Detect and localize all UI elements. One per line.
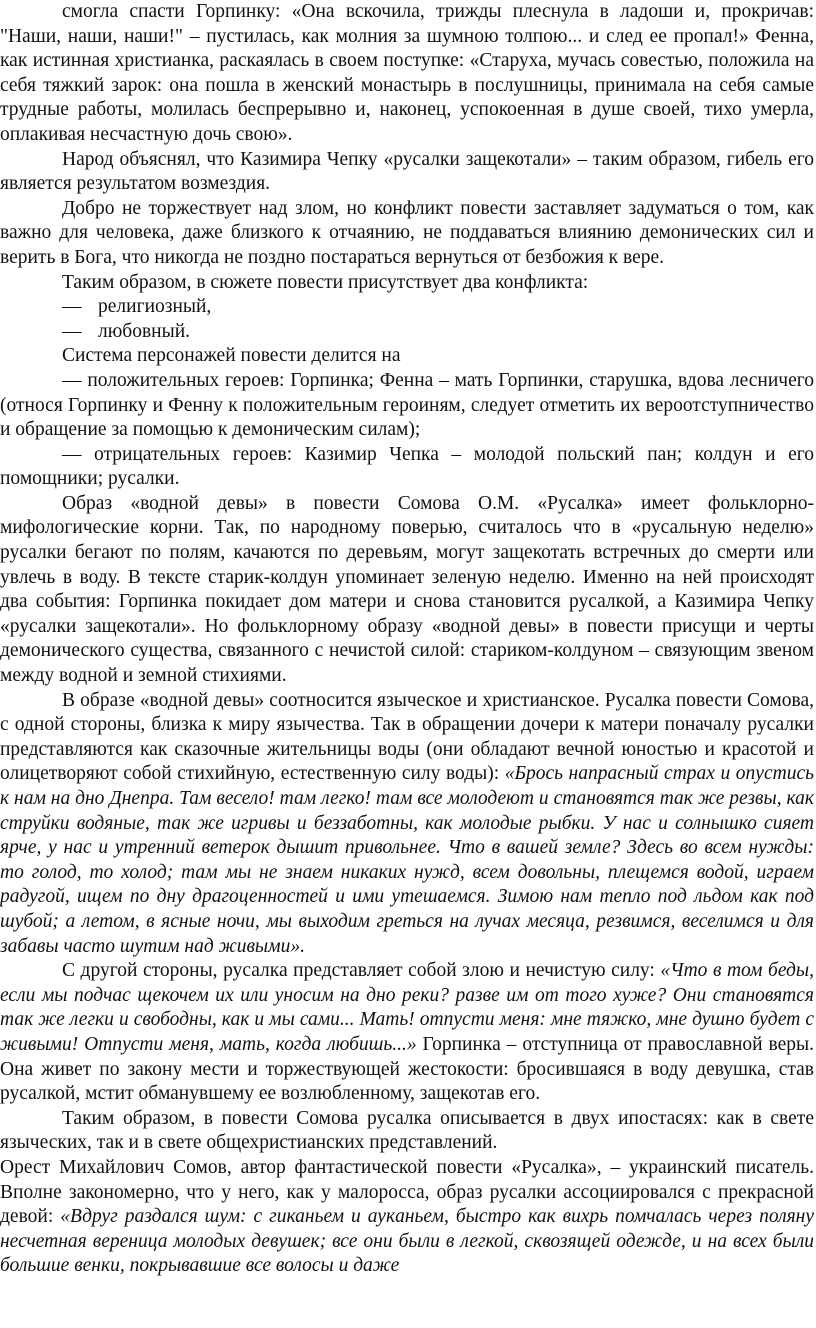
quote-italic: «Что в том беды, если мы подчас щекочем их или уносим на дно реки? разве им от того хуже? Они становятся так же легки и свободны, как и мы сами... Мать! отпусти меня: мне тяжко, мне душно будет с живыми! Отпусти меня, мать, когда любишь...» xyxy=(0,960,814,1055)
paragraph-2: Народ объяснял, что Казимира Чепку «русалки защекотали» – таким образом, гибель его является результатом возмездия. xyxy=(0,148,814,195)
paragraph-1: смогла спасти Горпинку: «Она вскочила, трижды плеснула в ладоши и, прокричав: "Наши, наши, наши!" – пустилась, как молния за шумною толпою... и след ее пропал!» Фенна, как истинная христианка, раскаялась в своем поступке: «Старуха, мучась совестью, положила на себя тяжкий зарок: она пошла в женский монастырь в послушницы, принимала на себя самые трудные работы, молилась беспрерывно и, наконец, успокоенная в душе своей, тихо умерла, оплакивая несчастную дочь свою». xyxy=(0,1,814,145)
paragraph-3: Добро не торжествует над злом, но конфликт повести заставляет задуматься о том, как важно для человека, даже близкого к отчаянию, не поддаваться влиянию демонических сил и верить в Бога, что никогда не поздно постараться вернуться от безбожия к вере. xyxy=(0,197,814,268)
paragraph-text: Орест Михайлович Сомов, автор фантастической повести «Русалка», – украинский писатель. Вполне закономерно, что у него, как у малоросса, образ русалки ассоциировался с прекрасной девой: xyxy=(0,1156,814,1228)
paragraph-author xyxy=(0,1156,814,1279)
paragraph-text: В образе «водной девы» соотносится языческое и христианское. Русалка повести Сомова, с одной стороны, близка к миру язычества. Так в обращении дочери к матери поначалу русалки представляются как сказочные жительницы воды (они обладают вечной юностью и красотой и олицетворяют собой стихийную, естественную силу воды): xyxy=(0,689,814,785)
dash-marker: ― xyxy=(62,296,82,318)
list-item-religious xyxy=(0,295,814,320)
list-item-text: любовный. xyxy=(98,320,191,342)
paragraph-negative-heroes: ― отрицательных героев: Казимир Чепка – молодой польский пан; колдун и его помощники; русалки. xyxy=(0,443,814,490)
quote-italic: «Брось напрасный страх и опустись к нам на дно Днепра. Там весело! там легко! там все молодеют и становятся так же резвы, как струйки водяные, так же игривы и беззаботны, как молодые рыбки. У нас и солнышко сияет ярче, у нас и утренний ветерок дышит привольнее. Что в вашей земле? Здесь во всем нужды: то голод, то холод; там мы не знаем никаких нужд, всем довольны, плещемся водой, играем радугой, ищем по дну драгоценностей и ими утешаемся. Зимою нам тепло под льдом как под шубой; а летом, в ясные ночи, мы выходим греться на лучах месяца, резвимся, веселимся и для забавы часто шутим над живыми». xyxy=(0,763,814,957)
paragraph-text: Горпинка – отступница от православной веры. Она живет по закону мести и торжествующей жестокости: бросившаяся в воду девушка, став русалкой, мстит обманувшему ее возлюбленному, защекотав его. xyxy=(0,1033,815,1105)
paragraph-4: Таким образом, в сюжете повести присутствует два конфликта: xyxy=(62,271,589,293)
list-item-text: религиозный, xyxy=(98,296,212,318)
paragraph-characters-intro: Система персонажей повести делится на xyxy=(62,345,401,367)
list-item-love xyxy=(0,320,814,345)
quote-italic: «Вдруг раздался шум: с гиканьем и аукaньем, быстро как вихрь помчалась через поляну несчетная вереница молодых девушек; все они были в легкой, сквозящей одежде, и на всех были большие венки, покрывавшие все волосы и даже xyxy=(0,1206,814,1277)
paragraph-pagan-christian xyxy=(0,689,814,960)
paragraph-water-maiden: Образ «водной девы» в повести Сомова О.М. «Русалка» имеет фольклорно-мифологические корни. Так, по народному поверью, считалось что в «русальную неделю» русалки бегают по полям, качаются по деревьям, могут защекотать встречных до смерти или увлечь в воду. В тексте старик-колдун упоминает зеленую неделю. Именно на ней происходят два события: Горпинка покидает дом матери и снова становится русалкой, а Казимира Чепку «русалки защекотали». Но фольклорному образу «водной девы» в повести присущи и черты демонического существа, связанного с нечистой силой: стариком-колдуном – связующим звеном между водной и земной стихиями. xyxy=(0,492,814,687)
paragraph-conclusion: Таким образом, в повести Сомова русалка описывается в двух ипостасях: как в свете языческих, так и в свете общехристианских представлений. xyxy=(0,1107,814,1154)
paragraph-positive-heroes: ― положительных героев: Горпинка; Фенна – мать Горпинки, старушка, вдова лесничего (относя Горпинку и Фенну к положительным героиням, следует отметить их вероотступничество и обращение за помощью к демоническим силам); xyxy=(0,369,814,441)
paragraph-text: С другой стороны, русалка представляет собой злою и нечистую силу: xyxy=(62,960,661,982)
paragraph-evil-force xyxy=(0,959,814,1107)
dash-marker: ― xyxy=(62,320,82,342)
